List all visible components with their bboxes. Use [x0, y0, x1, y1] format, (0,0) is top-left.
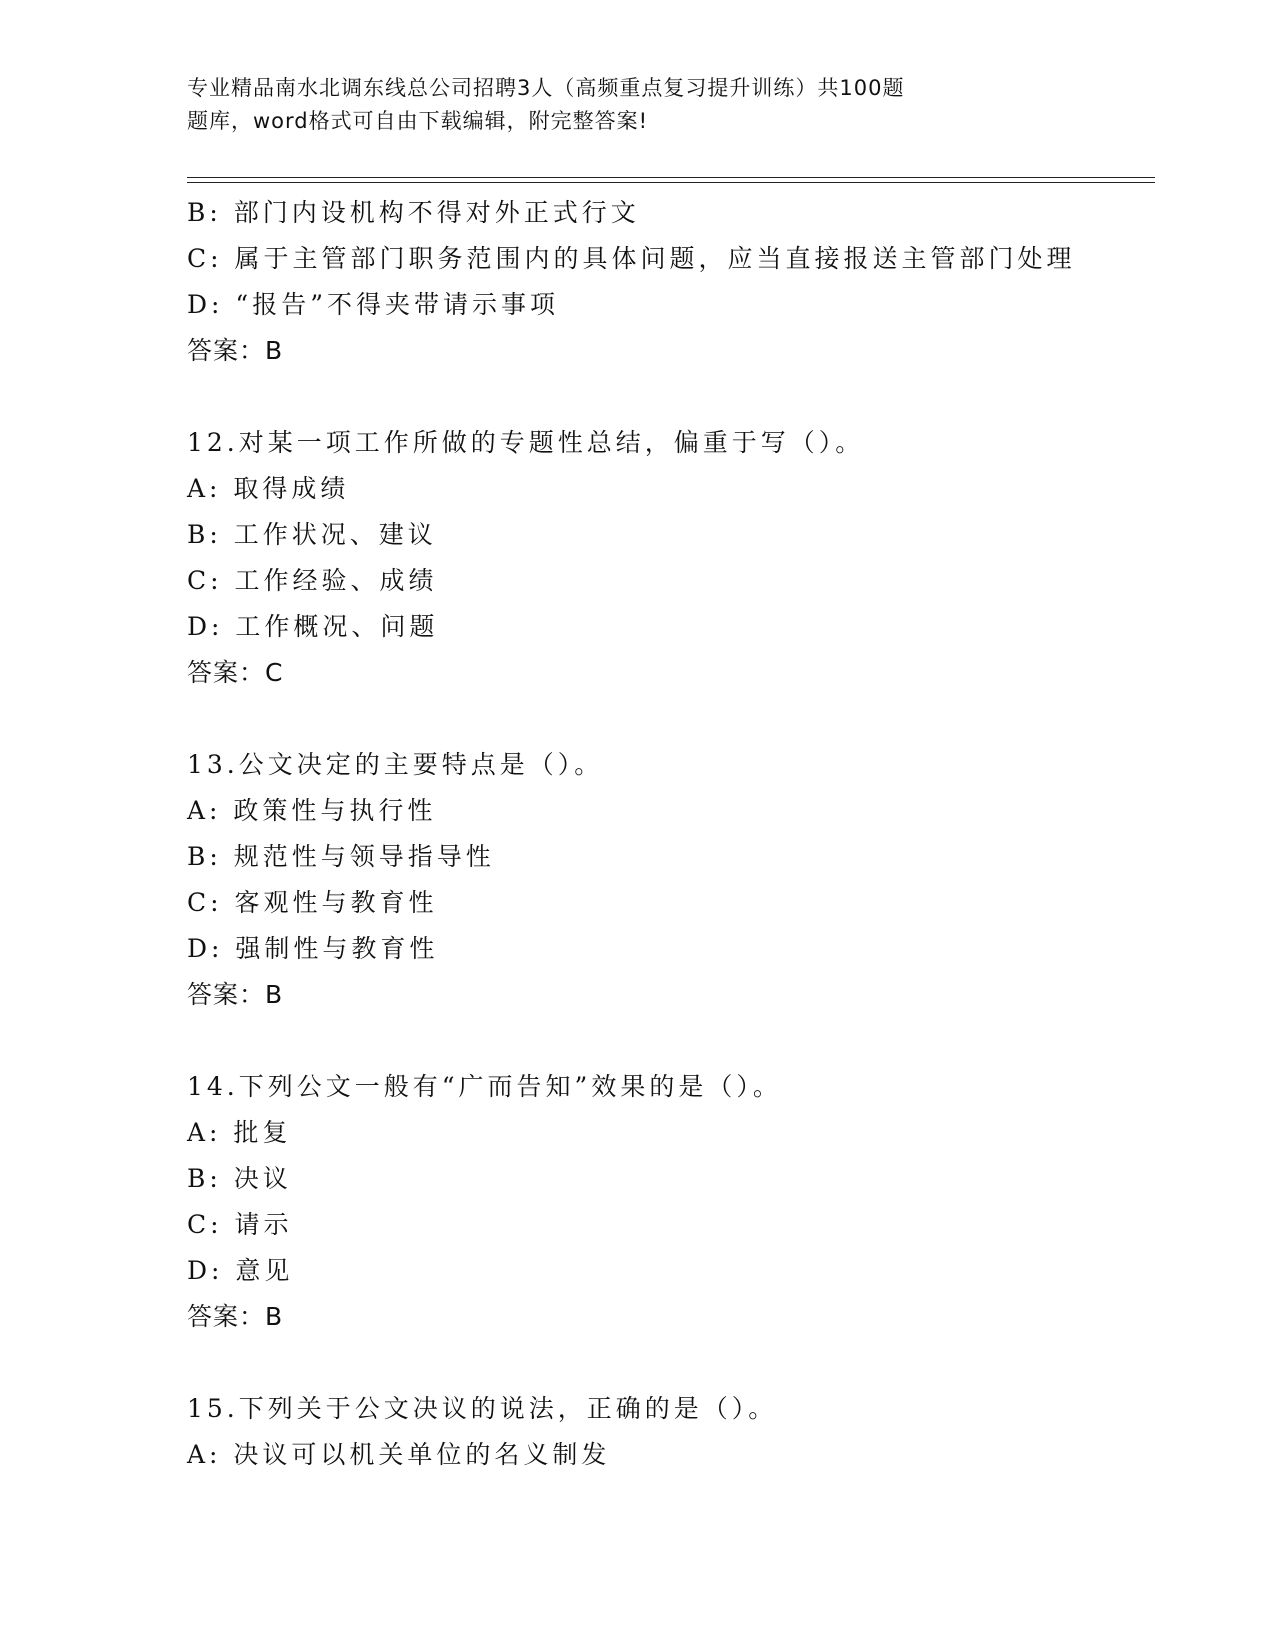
question-12: [187, 420, 1147, 696]
option-d: D: “报告”不得夹带请示事项: [187, 290, 559, 319]
header-title-line-2: 题库，word格式可自由下载编辑，附完整答案!: [187, 109, 649, 133]
answer: 答案：B: [187, 980, 284, 1009]
header-divider-bottom: [187, 182, 1155, 183]
question-text: 14.下列公文一般有“广而告知”效果的是（）。: [187, 1072, 782, 1101]
option-a: A: 决议可以机关单位的名义制发: [187, 1440, 611, 1469]
spacer: [187, 696, 1147, 742]
option-b: B: 部门内设机构不得对外正式行文: [187, 198, 640, 227]
option-c: C: 属于主管部门职务范围内的具体问题，应当直接报送主管部门处理: [187, 244, 1076, 273]
header-title-line-1: 专业精品南水北调东线总公司招聘3人（高频重点复习提升训练）共100题: [187, 76, 905, 100]
question-14: [187, 1064, 1147, 1340]
option-c: C: 客观性与教育性: [187, 888, 438, 917]
spacer: [187, 374, 1147, 420]
option-c: C: 请示: [187, 1210, 293, 1239]
option-a: A: 政策性与执行性: [187, 796, 437, 825]
answer: 答案：B: [187, 336, 284, 365]
answer: 答案：B: [187, 1302, 284, 1331]
question-15: [187, 1386, 1147, 1478]
header-divider-top: [187, 177, 1155, 178]
option-b: B: 工作状况、建议: [187, 520, 437, 549]
option-a: A: 取得成绩: [187, 474, 350, 503]
option-d: D: 意见: [187, 1256, 294, 1285]
spacer: [187, 1018, 1147, 1064]
answer: 答案：C: [187, 658, 284, 687]
question-13: [187, 742, 1147, 1018]
document-header: [187, 72, 1027, 138]
option-d: D: 强制性与教育性: [187, 934, 439, 963]
option-b: B: 规范性与领导指导性: [187, 842, 495, 871]
question-text: 12.对某一项工作所做的专题性总结，偏重于写（）。: [187, 428, 865, 457]
question-text: 13.公文决定的主要特点是（）。: [187, 750, 604, 779]
question-text: 15.下列关于公文决议的说法，正确的是（）。: [187, 1394, 778, 1423]
question-11-partial: [187, 190, 1147, 374]
option-d: D: 工作概况、问题: [187, 612, 439, 641]
option-c: C: 工作经验、成绩: [187, 566, 438, 595]
option-b: B: 决议: [187, 1164, 292, 1193]
question-list: [187, 190, 1147, 1478]
option-a: A: 批复: [187, 1118, 292, 1147]
spacer: [187, 1340, 1147, 1386]
